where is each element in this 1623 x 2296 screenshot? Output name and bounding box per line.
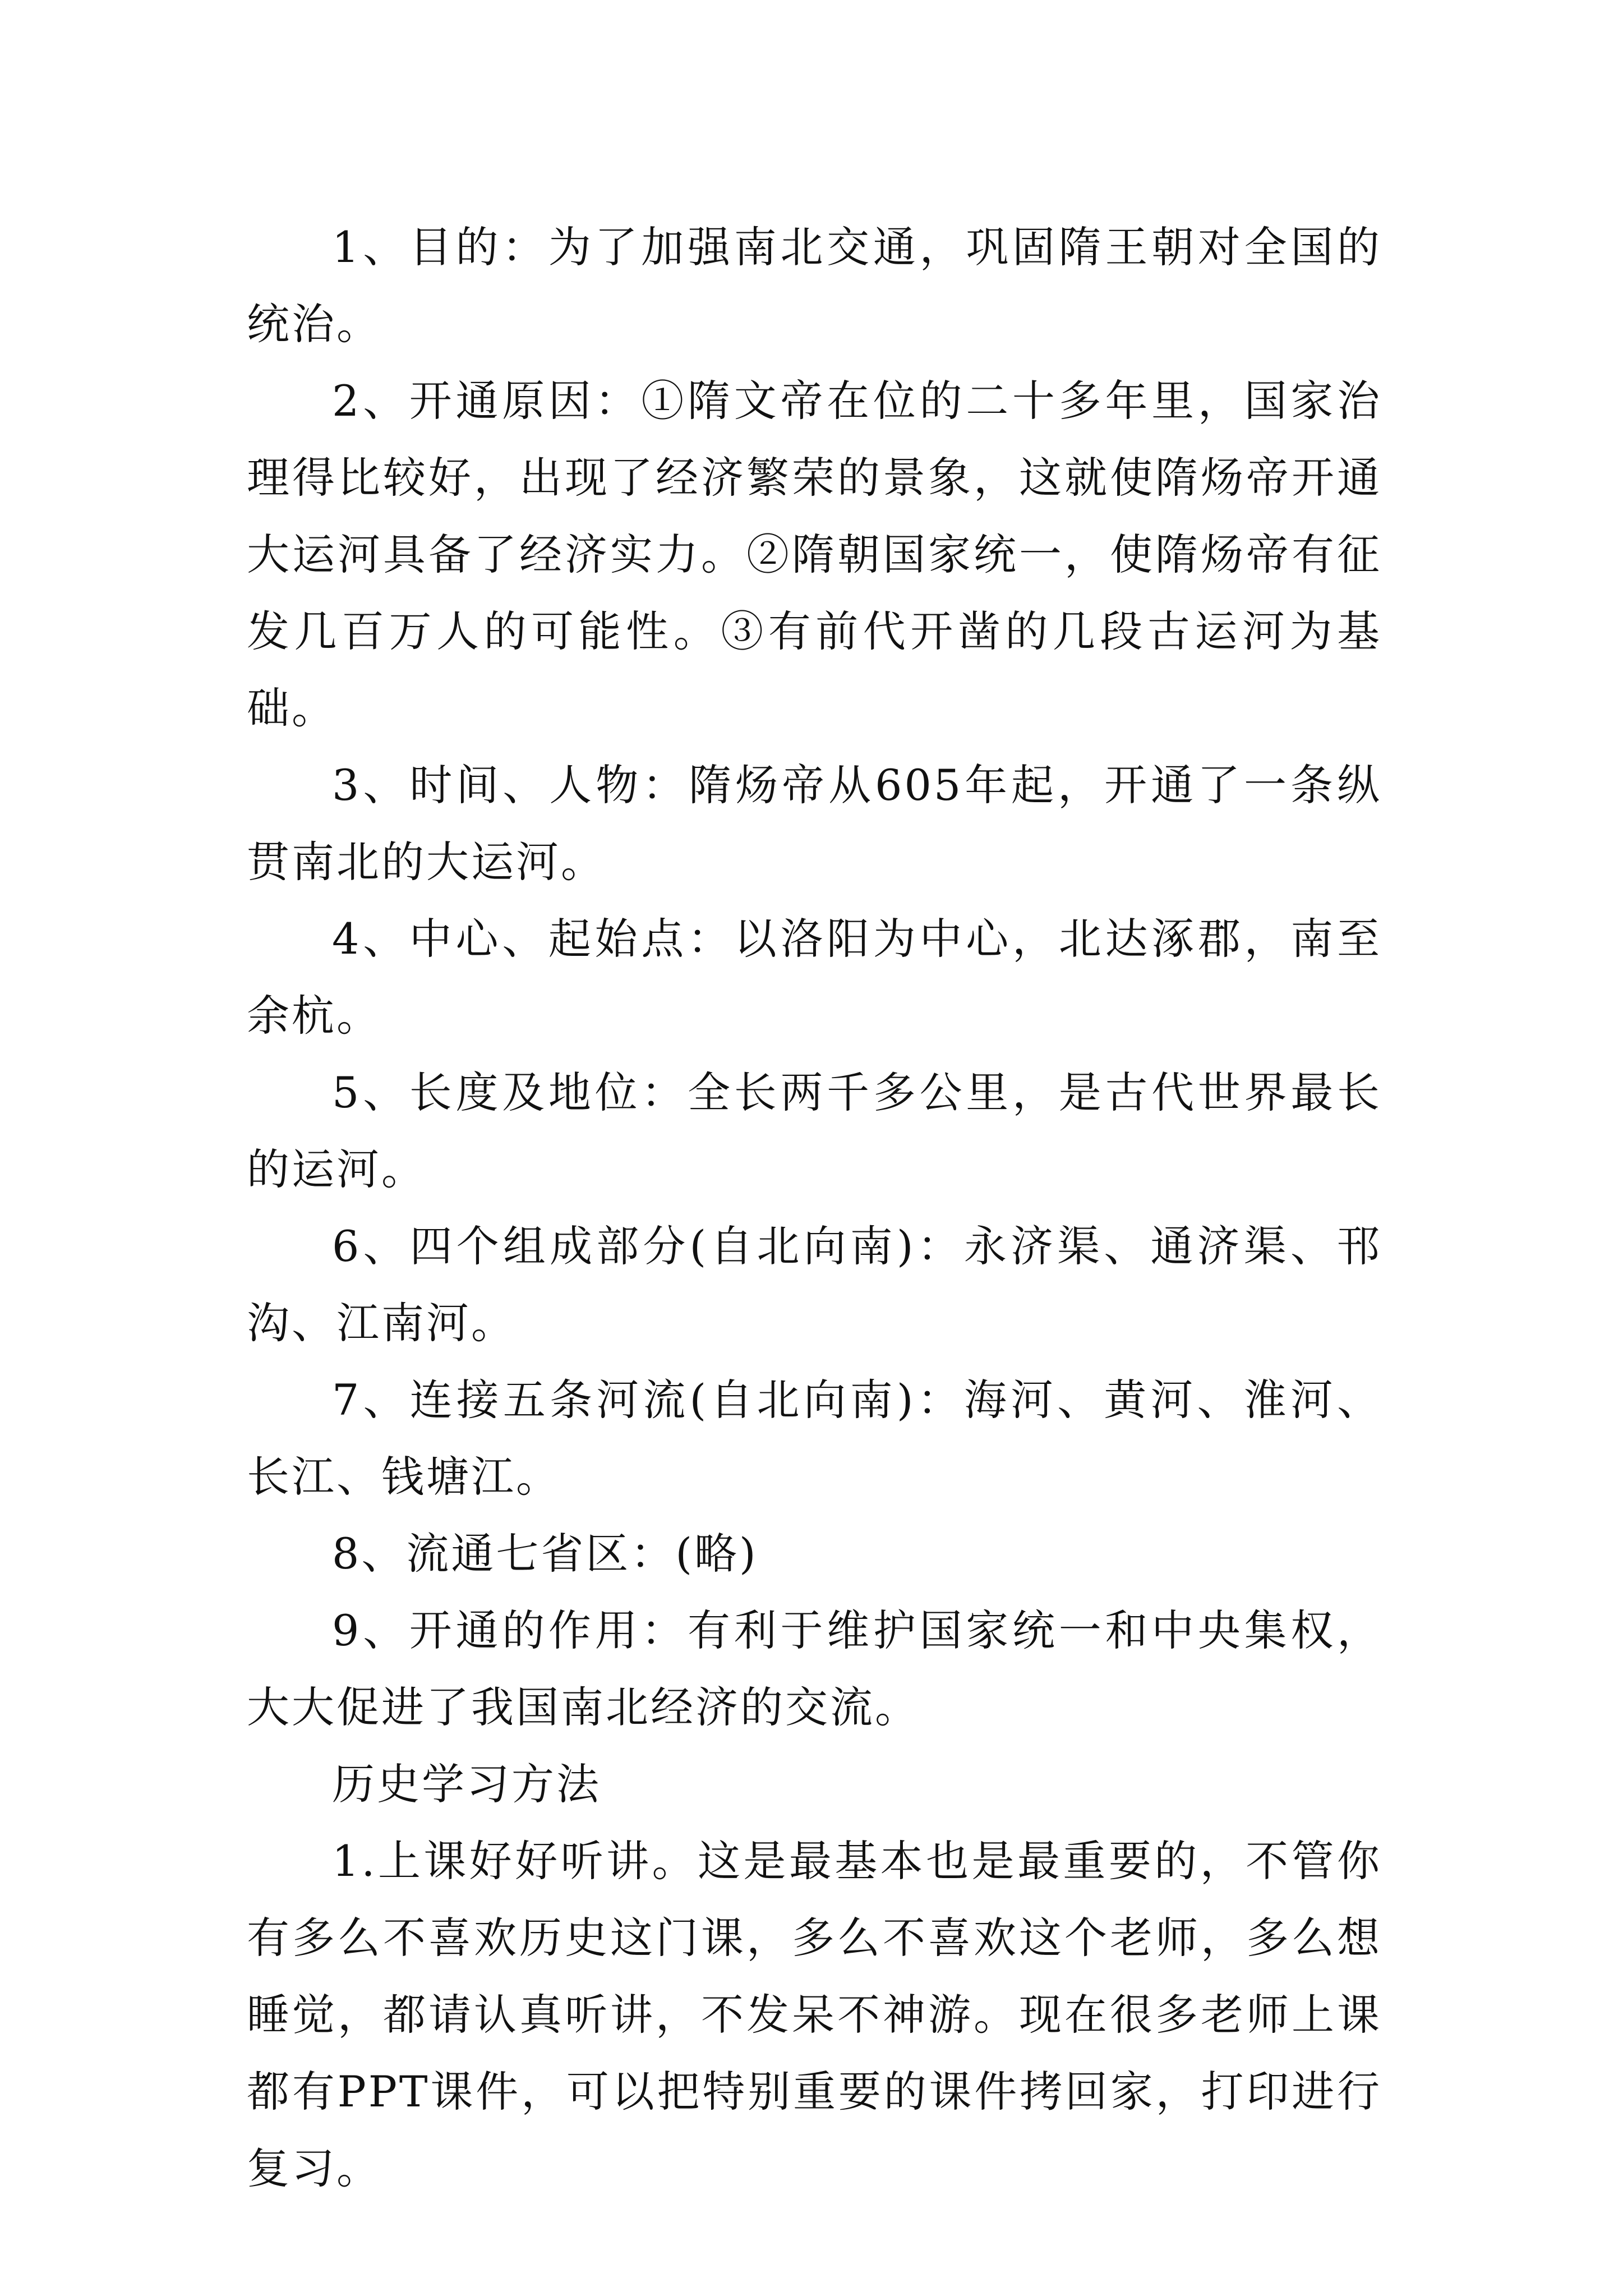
paragraph-purpose: 1、目的：为了加强南北交通，巩固隋王朝对全国的统治。 <box>247 222 1382 349</box>
paragraph-seven-provinces: 8、流通七省区：(略) <box>332 1529 758 1579</box>
paragraph-method-1: 1.上课好好听讲。这是最基本也是最重要的，不管你有多么不喜欢历史这门课，多么不喜欢这个老师，多么想睡觉，都请认真听讲，不发呆不神游。现在很多老师上课都有PPT课件，可以把特别重要的课件拷回家，打印进行复习。 <box>247 1836 1382 2193</box>
paragraph-reasons: 2、开通原因：①隋文帝在位的二十多年里，国家治理得比较好，出现了经济繁荣的景象，这就使隋炀帝开通大运河具备了经济实力。②隋朝国家统一，使隋炀帝有征发几百万人的可能性。③有前代开凿的几段古运河为基础。 <box>247 376 1382 733</box>
paragraph-five-rivers: 7、连接五条河流(自北向南)：海河、黄河、淮河、长江、钱塘江。 <box>247 1375 1382 1502</box>
paragraph-center-endpoints: 4、中心、起始点：以洛阳为中心，北达涿郡，南至余杭。 <box>247 914 1382 1041</box>
paragraph-length-status: 5、长度及地位：全长两千多公里，是古代世界最长的运河。 <box>247 1068 1382 1194</box>
paragraph-four-parts: 6、四个组成部分(自北向南)：永济渠、通济渠、邗沟、江南河。 <box>247 1221 1382 1348</box>
paragraph-significance: 9、开通的作用：有利于维护国家统一和中央集权，大大促进了我国南北经济的交流。 <box>247 1605 1382 1732</box>
document-body <box>247 209 1382 2207</box>
paragraph-time-person: 3、时间、人物：隋炀帝从605年起，开通了一条纵贯南北的大运河。 <box>247 760 1382 887</box>
section-heading-study-methods: 历史学习方法 <box>332 1759 601 1809</box>
